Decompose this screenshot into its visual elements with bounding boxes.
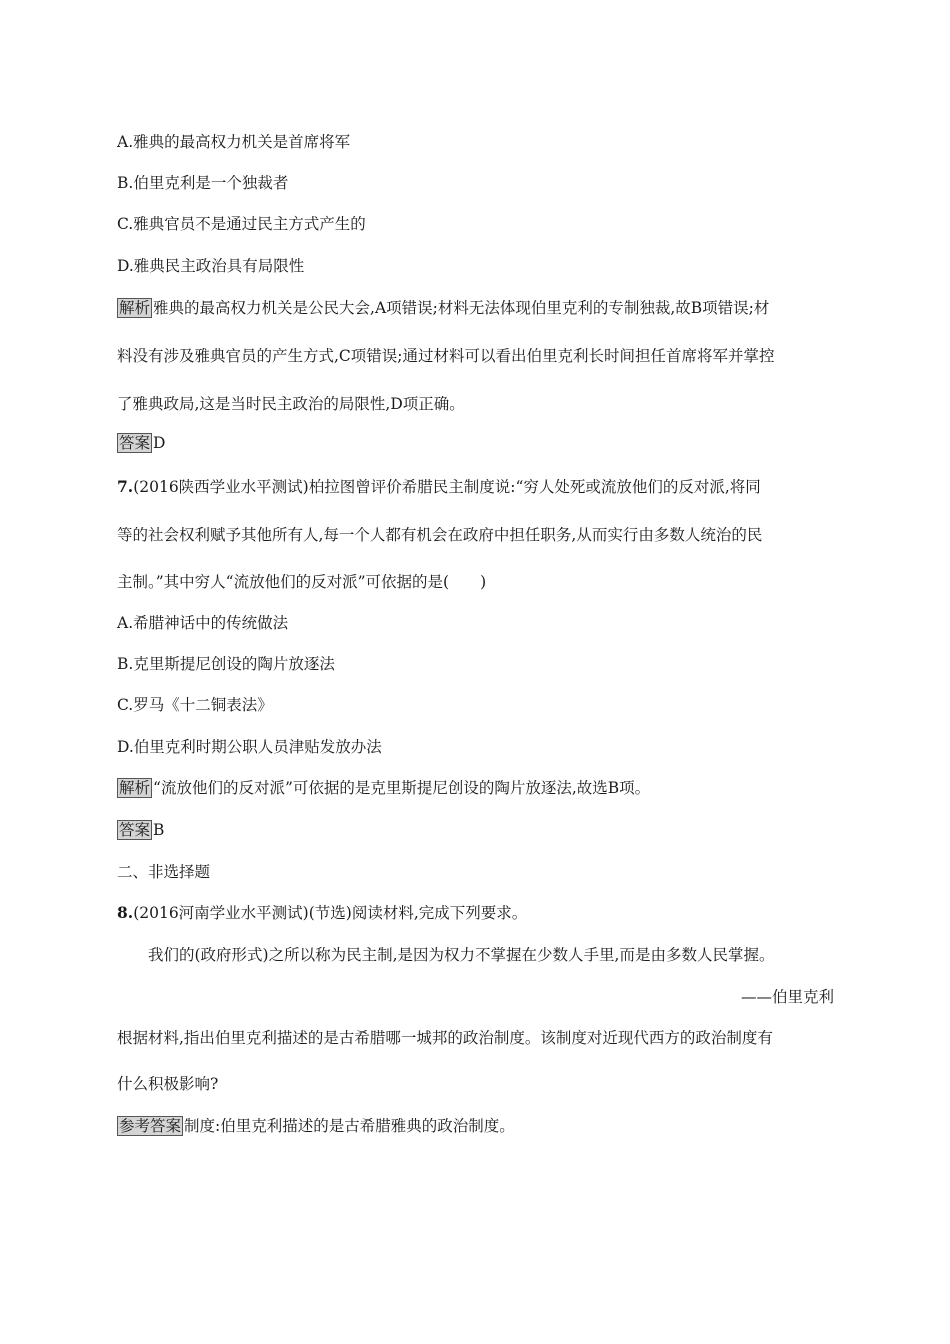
q8-ref-answer-label: 参考答案 bbox=[119, 1117, 182, 1135]
q6-option-a: A.雅典的最高权力机关是首席将军 bbox=[117, 133, 351, 151]
q7-number: 7. bbox=[117, 477, 134, 496]
q7-analysis-label: 解析 bbox=[119, 779, 151, 797]
q7-option-b: B.克里斯提尼创设的陶片放逐法 bbox=[117, 655, 335, 673]
q7-option-c: C.罗马《十二铜表法》 bbox=[117, 696, 273, 714]
q7-option-d: D.伯里克利时期公职人员津贴发放办法 bbox=[117, 738, 382, 756]
q7-answer-line bbox=[117, 820, 164, 840]
q6-analysis-line-3: 了雅典政局,这是当时民主政治的局限性,D项正确。 bbox=[117, 395, 465, 413]
q6-option-b: B.伯里克利是一个独裁者 bbox=[117, 174, 289, 192]
q8-question-line-1: 根据材料,指出伯里克利描述的是古希腊哪一城邦的政治制度。该制度对近现代西方的政治制度有 bbox=[117, 1029, 773, 1047]
q6-analysis-line-1 bbox=[117, 298, 769, 318]
q7-stem-text-1: (2016陕西学业水平测试)柏拉图曾评价希腊民主制度说:“穷人处死或流放他们的反对派,将同 bbox=[133, 478, 761, 496]
q6-analysis-label: 解析 bbox=[119, 299, 151, 317]
q8-number: 8. bbox=[117, 903, 134, 922]
q8-question-line-2: 什么积极影响? bbox=[117, 1075, 219, 1093]
q7-answer-label: 答案 bbox=[119, 821, 151, 839]
q8-ref-answer-line bbox=[117, 1116, 515, 1136]
q8-stem-text: (2016河南学业水平测试)(节选)阅读材料,完成下列要求。 bbox=[133, 904, 528, 922]
q8-quote-source: ——伯里克利 bbox=[740, 988, 834, 1006]
q6-option-c: C.雅典官员不是通过民主方式产生的 bbox=[117, 215, 366, 233]
q6-option-d: D.雅典民主政治具有局限性 bbox=[117, 257, 305, 275]
q7-answer-value: B bbox=[153, 821, 165, 839]
q8-ref-answer-text: 制度:伯里克利描述的是古希腊雅典的政治制度。 bbox=[184, 1117, 515, 1135]
q7-analysis-text: “流放他们的反对派”可依据的是克里斯提尼创设的陶片放逐法,故选B项。 bbox=[153, 779, 651, 797]
q7-stem-line-1 bbox=[117, 477, 761, 497]
q6-answer-label: 答案 bbox=[119, 434, 151, 452]
q6-analysis-text-1: 雅典的最高权力机关是公民大会,A项错误;材料无法体现伯里克利的专制独裁,故B项错误;材 bbox=[153, 299, 770, 317]
section-heading-non-choice: 二、非选择题 bbox=[117, 863, 211, 881]
q7-stem-line-3: 主制。”其中穷人“流放他们的反对派”可依据的是( ) bbox=[117, 573, 487, 591]
q6-answer-line bbox=[117, 433, 165, 453]
q7-analysis-line bbox=[117, 778, 650, 798]
q8-quote: 我们的(政府形式)之所以称为民主制,是因为权力不掌握在少数人手里,而是由多数人民掌握。 bbox=[148, 946, 775, 964]
q7-stem-line-2: 等的社会权利赋予其他所有人,每一个人都有机会在政府中担任职务,从而实行由多数人统治的民 bbox=[117, 526, 763, 544]
q8-stem-line bbox=[117, 903, 527, 923]
q6-answer-value: D bbox=[153, 434, 166, 452]
q7-option-a: A.希腊神话中的传统做法 bbox=[117, 614, 289, 632]
q6-analysis-line-2: 料没有涉及雅典官员的产生方式,C项错误;通过材料可以看出伯里克利长时间担任首席将军并掌控 bbox=[117, 347, 775, 365]
